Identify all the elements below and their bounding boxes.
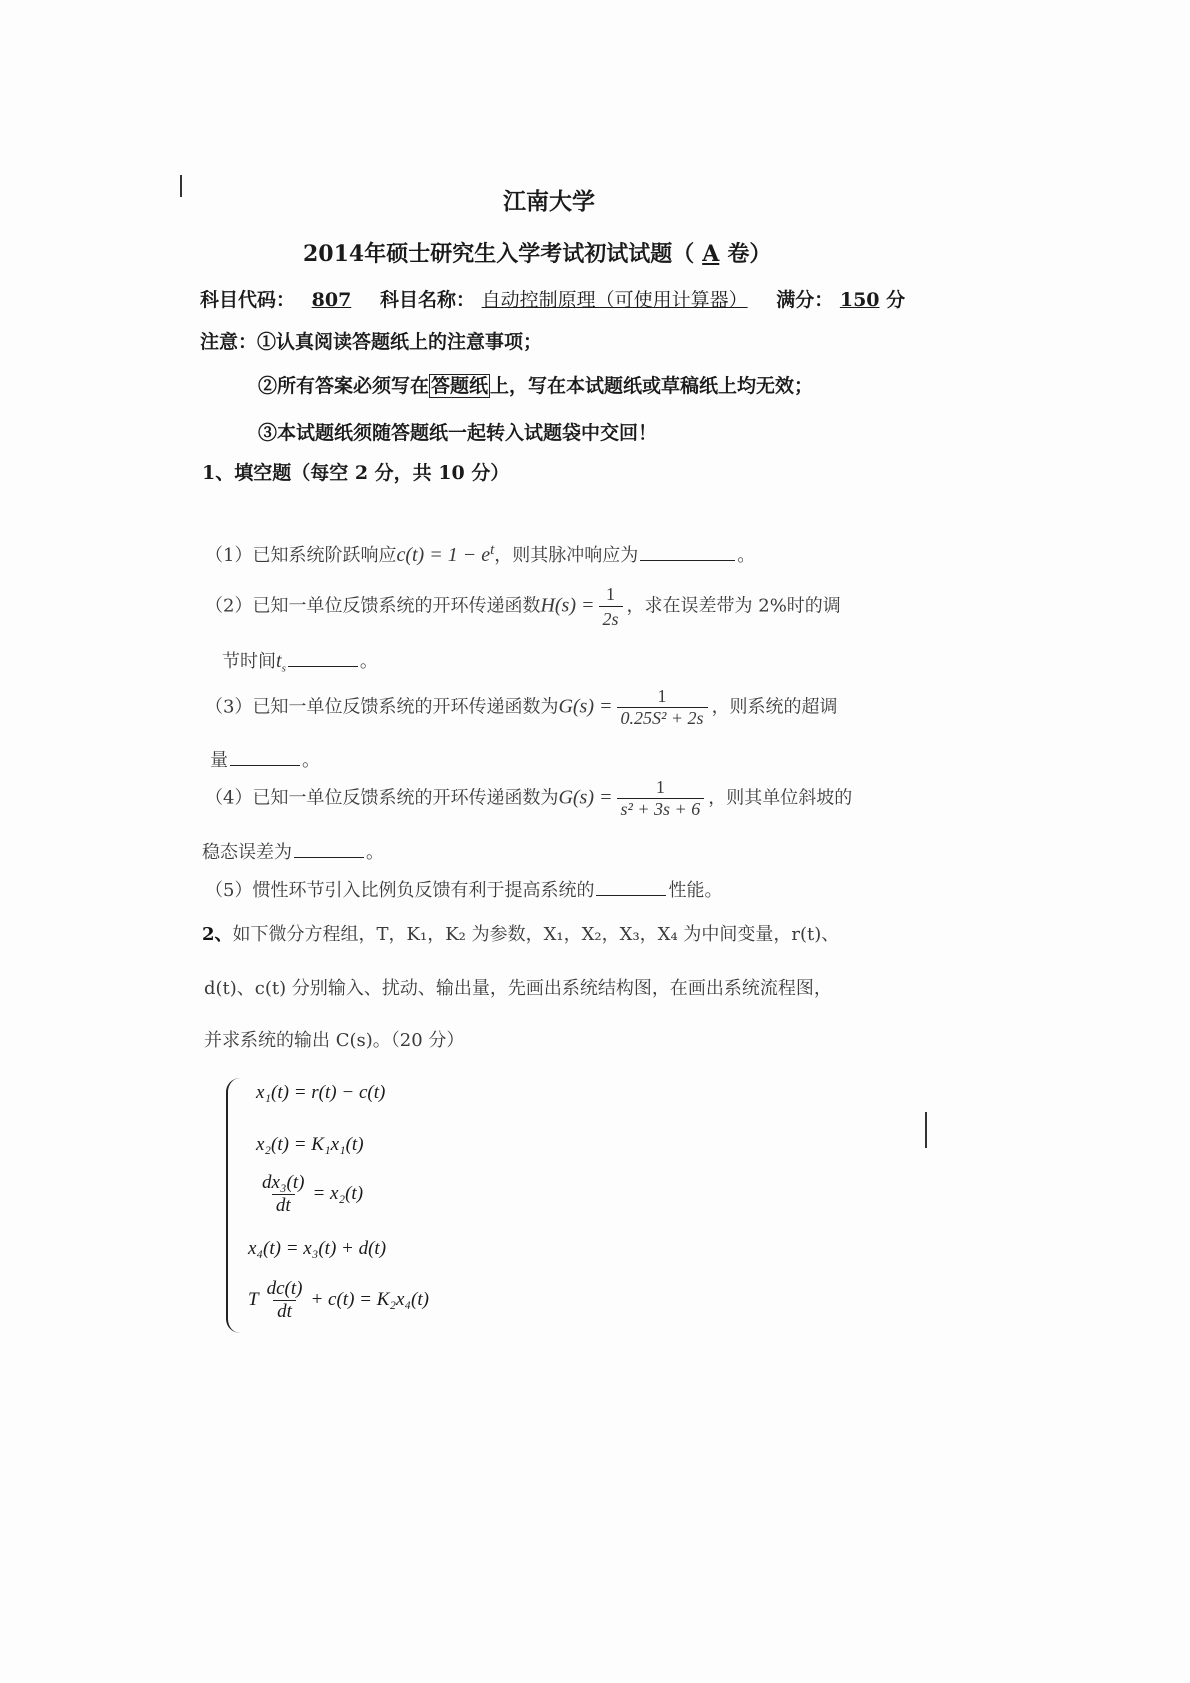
rhs: = x₂(t) [312, 1182, 364, 1204]
score-unit: 分 [886, 289, 906, 311]
fraction [263, 1278, 307, 1323]
text: ，则其单位斜坡的 [708, 787, 853, 809]
full-score: 150 [839, 289, 880, 311]
exam-title [303, 237, 771, 268]
text: ，则系统的超调 [711, 696, 838, 718]
text: ，则其脉冲响应为 [494, 545, 639, 566]
notice-label: 注意： [200, 331, 258, 353]
numerator: 1 [606, 584, 615, 604]
formula: H(s) = [540, 594, 595, 617]
numerator: dc(t) [266, 1278, 303, 1299]
school-name: 江南大学 [503, 188, 595, 215]
answer-blank [640, 542, 735, 561]
subject-code: 807 [311, 289, 352, 311]
q2-line-1 [202, 920, 839, 946]
scan-mark [925, 1112, 927, 1148]
fraction [617, 686, 708, 729]
notice-text: ②所有答案必须写在 [258, 375, 430, 397]
code-label: 科目代码： [200, 289, 296, 311]
scan-mark [180, 175, 182, 197]
answer-blank [294, 839, 364, 858]
text: 性能。 [668, 880, 723, 901]
equation-5 [248, 1278, 429, 1323]
answer-blank [288, 648, 358, 667]
q1-item-1 [205, 541, 755, 567]
q1-item-2 [205, 582, 841, 631]
paper-version: A [702, 241, 720, 267]
score-label: 满分： [776, 289, 834, 311]
rhs: + c(t) = K₂x₄(t) [310, 1288, 429, 1310]
numerator: dx₃(t) [262, 1172, 305, 1193]
notice-1 [200, 327, 542, 354]
q1-item-2-cont [222, 647, 378, 675]
text: （2）已知一单位反馈系统的开环传递函数 [205, 595, 541, 617]
answer-blank [230, 747, 300, 766]
numerator: 1 [657, 686, 667, 706]
formula-sub: s [281, 662, 286, 675]
title-suffix: 卷） [727, 241, 772, 267]
notice-3: ③本试题纸须随答题纸一起转入试题袋中交回！ [258, 422, 658, 444]
answer-blank [596, 877, 666, 896]
fraction [258, 1172, 308, 1217]
text: 节时间 [222, 651, 276, 672]
text: 。 [359, 651, 378, 672]
formula-exp: t [490, 542, 495, 558]
text: （4）已知一单位反馈系统的开环传递函数为 [205, 787, 559, 809]
name-label: 科目名称： [379, 289, 475, 311]
text: 。 [737, 545, 756, 566]
equation-2: x₂(t) = K₁x₁(t) [256, 1134, 364, 1155]
subject-line [200, 285, 905, 312]
equation-4: x₄(t) = x₃(t) + d(t) [248, 1238, 387, 1259]
q1-item-5 [205, 876, 722, 902]
denominator: dt [273, 1300, 296, 1323]
q1-item-3-cont [210, 746, 320, 772]
denominator: s² + 3s + 6 [617, 798, 705, 820]
formula: t [276, 650, 282, 672]
denominator: dt [272, 1194, 295, 1217]
equation-brace [226, 1078, 242, 1333]
text: 。 [366, 842, 384, 863]
equation-1: x₁(t) = r(t) − c(t) [256, 1082, 386, 1103]
q1-item-4 [205, 777, 852, 820]
denominator: 2s [599, 606, 623, 631]
param-T: T [248, 1288, 259, 1310]
answer-sheet-box: 答题纸 [431, 375, 489, 397]
subject-name: 自动控制原理（可使用计算器） [481, 289, 748, 311]
formula: G(s) = [558, 786, 613, 809]
text: （3）已知一单位反馈系统的开环传递函数为 [205, 696, 559, 718]
title-prefix: 2014年硕士研究生入学考试初试试题（ [303, 241, 695, 267]
denominator: 0.25S² + 2s [617, 707, 708, 729]
question-number: 2、 [202, 924, 233, 945]
formula: G(s) = [558, 695, 613, 718]
text: 如下微分方程组，T，K₁，K₂ 为参数，X₁，X₂，X₃，X₄ 为中间变量，r(t)、 [232, 924, 840, 945]
q1-item-3 [205, 686, 838, 729]
text: （5）惯性环节引入比例负反馈有利于提高系统的 [205, 880, 595, 901]
q2-line-2: d(t)、c(t) 分别输入、扰动、输出量，先画出系统结构图，在画出系统流程图， [204, 978, 832, 999]
formula: c(t) = 1 − e [396, 544, 491, 566]
text: 。 [302, 750, 320, 771]
q1-heading: 1、填空题（每空 2 分，共 10 分） [202, 462, 510, 484]
notice-2 [258, 371, 813, 398]
notice-text: 上，写在本试题纸或草稿纸上均无效； [490, 375, 814, 397]
fraction [599, 582, 623, 631]
equation-3 [254, 1172, 363, 1217]
text: （1）已知系统阶跃响应 [205, 545, 397, 566]
q1-item-4-cont [202, 838, 384, 864]
text: ，求在误差带为 2%时的调 [626, 595, 841, 617]
fraction [617, 777, 705, 820]
q2-line-3: 并求系统的输出 C(s)。（20 分） [204, 1030, 465, 1051]
text: 量 [210, 750, 228, 771]
numerator: 1 [655, 777, 665, 797]
text: 稳态误差为 [202, 842, 292, 863]
notice-item: ①认真阅读答题纸上的注意事项； [257, 331, 543, 353]
